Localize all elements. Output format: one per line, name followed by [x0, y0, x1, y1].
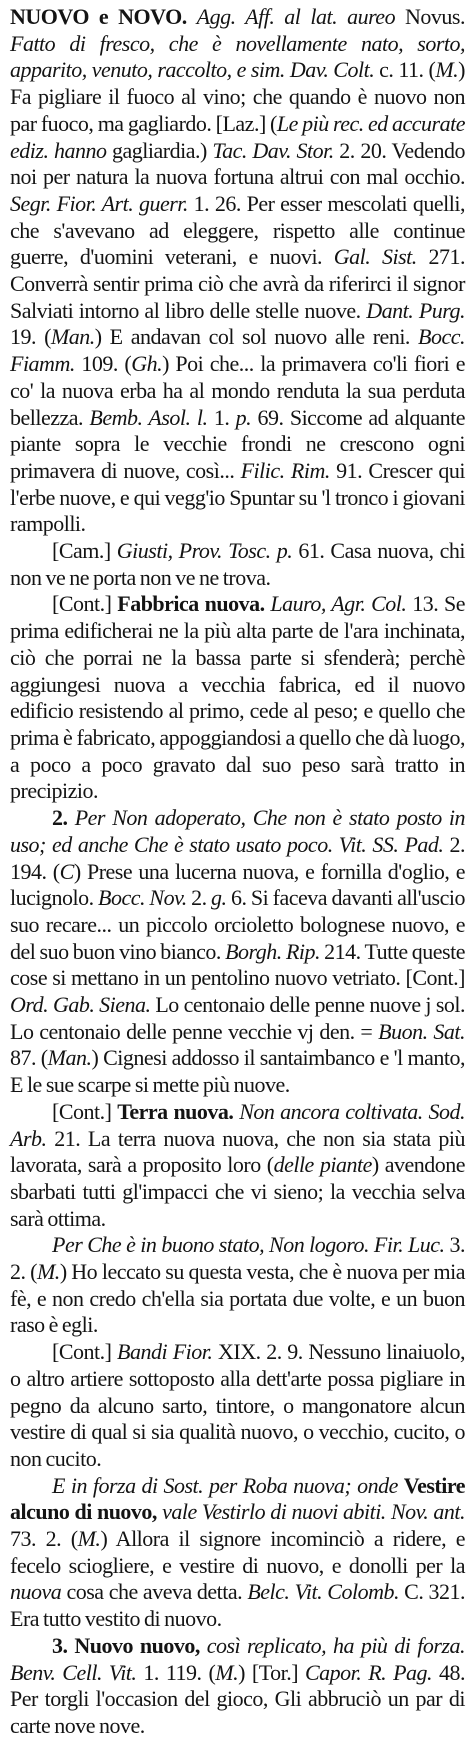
- italic-text: Segr. Fior. Art. guerr.: [10, 190, 194, 216]
- italic-text: così replicato, ha più di forza. Benv. Cell. Vit.: [10, 1632, 466, 1685]
- body-text: ) Prese una lucerna nuova, e fornilla d'oglio, e lucignolo.: [10, 858, 465, 911]
- body-text: 91. Crescer qui l'erbe nuove, e qui vegg'io Spuntar su 'l tronco i giovani rampolli.: [10, 457, 466, 537]
- italic-text: Gal. Sist.: [333, 244, 429, 270]
- italic-text: Borgh. Rip.: [225, 938, 325, 964]
- italic-text: M.: [215, 1659, 239, 1685]
- italic-text: Capor. R. Pag.: [305, 1659, 440, 1685]
- body-text: ) E andavan col sol nuovo alle reni.: [94, 324, 419, 350]
- italic-text: M.: [435, 57, 459, 83]
- body-text: 271. Converrà sentir prima ciò che avrà da riferirci il signor Salviati intorno al libro delle stelle nuove.: [10, 244, 465, 323]
- body-text: C. 321. Era tutto vestito di nuovo.: [10, 1579, 465, 1632]
- italic-text: Ord. Gab. Siena.: [10, 992, 156, 1018]
- italic-text: Man.: [50, 324, 95, 350]
- body-text: ) Allora il signore incominciò a ridere, e fecelo sciogliere, e vestire di nuovo, e donolli per la: [10, 1526, 466, 1578]
- body-text: cosa che aveva detta.: [66, 1579, 248, 1605]
- body-text: 2.: [191, 885, 212, 911]
- italic-text: Dant. Purg.: [366, 297, 466, 323]
- italic-text: Gh.: [131, 351, 163, 377]
- italic-text: Per Che è in buono stato, Non logoro. Fir. Luc.: [52, 1232, 450, 1258]
- body-text: c. 11. (: [379, 57, 436, 83]
- bold-term: Fabbrica nuova.: [117, 591, 271, 617]
- italic-text: delle piante: [273, 1152, 372, 1178]
- bold-term: 3. Nuovo nuovo,: [52, 1632, 207, 1658]
- italic-text: Agg. Aff. al lat. aureo: [196, 4, 406, 29]
- italic-text: E in forza di Sost. per Roba nuova; onde: [52, 1472, 404, 1498]
- body-text: 1. 119. (: [143, 1659, 216, 1685]
- italic-text: Bemb. Asol. l.: [89, 404, 214, 430]
- body-text: Lo centonaio delle penne nuove j sol. Lo centonaio delle penne vecchie vj den. =: [10, 992, 465, 1044]
- italic-text: M.: [77, 1526, 101, 1552]
- italic-text: Per Non adoperato, Che non è stato posto in uso; ed anche Che è stato usato poco. Vit. SS. Pad.: [10, 805, 466, 857]
- italic-text: Non ancora coltivata. Sod. Arb.: [10, 1098, 465, 1151]
- body-text: gagliardia.): [112, 137, 213, 163]
- body-text: [Cont.]: [52, 591, 118, 617]
- italic-text: p.: [235, 404, 258, 430]
- italic-text: Le più rec. ed accurate ediz. hanno: [10, 110, 465, 163]
- body-text: 73. 2. (: [10, 1526, 78, 1552]
- body-text: 87. (: [10, 1045, 48, 1071]
- bold-term: Vestire alcuno di nuovo,: [10, 1472, 465, 1525]
- italic-text: Bocc. Fiamm.: [10, 324, 465, 377]
- body-text: 69. Siccome ad alquante piante sopra le vecchie frondi ne crescono ogni primavera di nuove, così...: [10, 404, 466, 483]
- body-text: 1.: [213, 404, 236, 430]
- italic-text: C: [59, 858, 74, 884]
- body-text: ) Fa pigliare il fuoco al vino; che quando è nuovo non par fuoco, ma gagliardo. [Laz.] (: [10, 57, 465, 136]
- italic-text: Bocc. Nov.: [98, 885, 192, 911]
- italic-text: Tac. Dav. Stor.: [212, 137, 340, 163]
- body-text: 13. Se prima edificherai ne la più alta parte de l'ara inchinata, ciò che porrai ne la bassa parte si sfenderà; perchè aggiungesi nuova a vecchia fabrica, ed il nuovo edificio resistendo al primo, cede al peso; e quello che prima è fabricato, appoggiandosi a quello che dà luogo, a poco a poco gravato dal suo peso sarà tratto in precipizio.: [10, 591, 465, 804]
- bold-term: 2.: [52, 805, 75, 831]
- italic-text: Filic. Rim.: [240, 457, 337, 483]
- body-text: 214. Tutte queste cose si mettano in un pentolino nuovo vetriato. [Cont.]: [10, 938, 465, 991]
- entry-paragraph: [10, 1339, 465, 1473]
- body-text: 1. 26. Per esser mescolati quelli, che s'avevano ad eleggere, rispetto alle continue guerre, d'uomini veterani, e nuovi.: [10, 190, 465, 270]
- body-text: 6. Si faceva davanti all'uscio suo recare... un piccolo orcioletto bolognese nuovo, e del suo buon vino bianco.: [10, 885, 465, 964]
- body-text: 48. Per torgli l'occasion del gioco, Gli abbruciò un par di carte nove nove.: [10, 1659, 466, 1738]
- body-text: 61. Casa nuova, chi non ve ne porta non ve ne trova.: [10, 538, 465, 590]
- entry-paragraph: [10, 591, 465, 805]
- italic-text: Buon. Sat.: [378, 1018, 465, 1044]
- body-text: XIX. 2. 9. Nessuno linaiuolo, o altro artiere sottoposto alla dett'arte possa pigliare in pegno da alcuno sarto, tintore, o mangonatore alcun vestire di qual si sia qualità nuovo, o vecchio, cucito, o non cucito.: [10, 1339, 465, 1471]
- italic-text: Giusti, Prov. Tosc. p.: [116, 538, 299, 564]
- italic-text: Man.: [47, 1045, 92, 1071]
- italic-text: g.: [211, 885, 231, 911]
- body-text: [Cont.]: [52, 1339, 118, 1365]
- body-text: [Cont.]: [52, 1098, 118, 1124]
- body-text: ) avendone sbarbati tutti gl'impacci che vi sieno; la vecchia selva sarà ottima.: [10, 1152, 465, 1231]
- body-text: ) Cignesi addosso il santaimbanco e 'l manto, E le sue scarpe si mette più nuove.: [10, 1045, 465, 1098]
- italic-text: vale Vestirlo di nuovi abiti. Nov. ant.: [162, 1499, 465, 1525]
- body-text: 2. 194. (: [10, 831, 465, 884]
- italic-text: M.: [36, 1259, 60, 1285]
- body-text: 21. La terra nuova nuova, che non sia stata più lavorata, sarà a proposito loro (: [10, 1125, 466, 1178]
- body-text: 2. 20. Vedendo noi per natura la nuova fortuna altrui con mal occhio.: [10, 137, 465, 190]
- body-text: ) Ho leccato su questa vesta, che è nuova per mia fè, e non credo ch'ella sia portata due volte, e un buon raso è egli.: [10, 1259, 465, 1338]
- entry-paragraph: [10, 4, 465, 538]
- italic-text: Belc. Vit. Colomb.: [247, 1579, 405, 1605]
- entry-paragraph: [10, 1099, 465, 1233]
- entry-paragraph: [10, 1473, 465, 1633]
- italic-text: Fatto di fresco, che è novellamente nato, sorto, apparito, venuto, raccolto, e sim. Dav. Colt.: [10, 30, 465, 83]
- body-text: [Cam.]: [52, 538, 117, 564]
- bold-term: NUOVO e NOVO.: [10, 4, 197, 29]
- italic-text: nuova: [10, 1579, 67, 1605]
- entry-paragraph: [10, 1633, 465, 1740]
- body-text: ) Poi che... la primavera co'li fiori e co' la nuova erba ha al mondo renduta la sua perduta bellezza.: [10, 351, 465, 430]
- body-text: 109. (: [81, 351, 132, 377]
- italic-text: Bandi Fior.: [117, 1339, 218, 1365]
- bold-term: Terra nuova.: [117, 1098, 240, 1124]
- entry-paragraph: [10, 1232, 465, 1339]
- body-text: Novus.: [405, 4, 465, 29]
- body-text: 19. (: [10, 324, 51, 350]
- italic-text: Lauro, Agr. Col.: [270, 591, 413, 617]
- entry-paragraph: [10, 538, 465, 591]
- body-text: 3. 2. (: [10, 1232, 465, 1285]
- entry-paragraph: [10, 805, 465, 1099]
- body-text: ) [Tor.]: [238, 1659, 305, 1685]
